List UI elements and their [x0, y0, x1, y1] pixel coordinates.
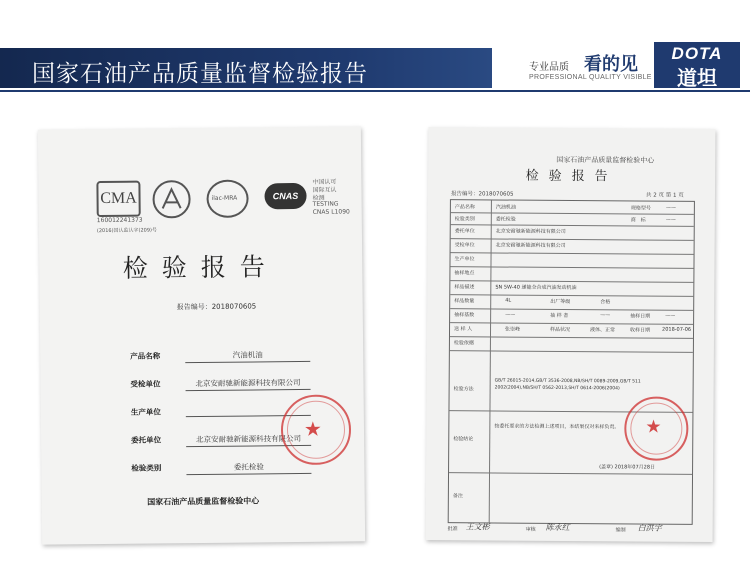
- cnas-cn-text-2: 国际互认: [312, 186, 337, 194]
- row-label-sender: 送 样 人: [454, 326, 473, 333]
- cover-issuer: 国家石油产品质量监督检验中心: [147, 496, 260, 507]
- ilac-mra-logo-icon: [206, 180, 248, 218]
- cnas-number: CNAS L1090: [312, 208, 350, 216]
- row-value-sender: 张崇峰: [505, 326, 521, 333]
- signature-review: 陈永红: [545, 522, 570, 532]
- signature-label-test: 编制: [615, 527, 626, 534]
- cnas-cn-text-3: 检测: [312, 194, 325, 202]
- ilac-logo-text: ilac-MRA: [211, 194, 238, 202]
- field-label-client: 委托单位: [131, 435, 162, 445]
- slogan-small: 专业品质: [529, 62, 569, 73]
- row-label-basis: 检验依据: [453, 340, 474, 347]
- cma-logo-icon: CMA: [96, 181, 140, 217]
- certification-logos: [96, 176, 356, 225]
- field-label-producer: 生产单位: [130, 407, 161, 417]
- cma-number: 160012241373: [96, 216, 143, 225]
- slogan-big: 看的见: [584, 54, 638, 75]
- cma-caption: (2016)国认监认字(209)号: [96, 227, 158, 235]
- field-label-type: 检验类别: [131, 463, 162, 473]
- row-value-product: 汽油机油: [495, 204, 516, 211]
- table-row-divider: [450, 294, 693, 297]
- stamp-star-icon: ★: [645, 416, 662, 438]
- row-issue-date: (盖章) 2018年07月28日: [599, 464, 656, 471]
- row-value-conclusion: 按委托要求的方法检测上述项目，本结果仅对来样负责。: [494, 423, 620, 431]
- signature-test: 白洪宇: [637, 523, 662, 533]
- field-value-client: 北京安耐驰新能源科技有限公司: [186, 433, 311, 447]
- row-label-method: 检验方法: [453, 386, 474, 393]
- report-title: 检验报告: [525, 168, 618, 185]
- row-label-mark: 商 标: [630, 217, 646, 224]
- table-row-divider: [450, 322, 693, 325]
- row-value-inspected: 北京安耐驰新能源科技有限公司: [495, 242, 566, 249]
- seal-symbol-icon: [154, 182, 188, 216]
- brand-logo: [654, 42, 740, 88]
- field-label-inspected: 受检单位: [130, 379, 161, 389]
- row-value-type: 委托检验: [495, 216, 516, 223]
- row-value-grade: 合格: [600, 299, 611, 306]
- stamp-star-icon: ★: [303, 416, 323, 441]
- table-row-divider: [450, 266, 693, 269]
- report-detail-page: [426, 127, 716, 542]
- table-row-divider: [450, 350, 693, 353]
- field-label-product: 产品名称: [130, 351, 161, 361]
- report-page-indicator: 共 2 页 第 1 页: [645, 192, 684, 199]
- accreditation-seal-icon: [152, 180, 190, 218]
- cover-report-number: 报告编号：2018070605: [176, 302, 257, 312]
- cnas-logo-icon: CNAS: [264, 183, 306, 209]
- page-title: 国家石油产品质量监督检验报告: [32, 61, 368, 87]
- cnas-testing-text: TESTING: [312, 200, 339, 208]
- table-row-divider: [450, 336, 693, 339]
- row-value-method-1: GB/T 26015-2014,GB/T 3536-2008,NB/SH/T 0089-2009,GB/T 511: [494, 378, 641, 385]
- table-row-divider: [451, 212, 694, 215]
- report-number: 报告编号：2018070605: [450, 191, 514, 198]
- row-value-mark: ——: [665, 216, 676, 223]
- row-label-sampler: 抽 样 者: [550, 312, 569, 319]
- table-row-divider: [451, 252, 694, 255]
- row-label-sample-place: 抽样地点: [454, 270, 475, 277]
- brand-name-en: DOTA: [671, 44, 723, 63]
- row-label-batch: 抽样基数: [454, 312, 475, 319]
- table-row-divider: [451, 224, 694, 227]
- brand-name-cn: 道坦: [677, 66, 717, 90]
- table-row-divider: [451, 238, 694, 241]
- header-banner: [0, 40, 750, 92]
- row-label-inspected: 受检单位: [454, 242, 475, 249]
- report-center-name: 国家石油产品质量监督检验中心: [556, 155, 655, 165]
- report-cover-page: [38, 126, 365, 544]
- row-label-type: 检验类别: [454, 216, 475, 223]
- row-value-client: 北京安耐驰新能源科技有限公司: [495, 228, 566, 235]
- row-label-grade: 出厂等级: [550, 298, 571, 305]
- row-value-sample-desc: SN 5W-40 递能全合成汽油发动机油: [495, 284, 577, 292]
- cover-title: 检验报告: [122, 252, 279, 283]
- row-value-sample-date: ——: [665, 312, 676, 319]
- row-label-producer: 生产单位: [454, 256, 475, 263]
- row-value-qty: 4L: [505, 297, 512, 304]
- row-label-sample-desc: 样品描述: [454, 284, 475, 291]
- row-label-remark: 备注: [452, 493, 463, 500]
- table-row-divider: [450, 308, 693, 311]
- field-value-inspected: 北京安耐驰新能源科技有限公司: [185, 377, 310, 391]
- row-value-spec: ——: [665, 204, 676, 211]
- signature-label-review: 审核: [525, 526, 536, 533]
- row-label-conclusion: 检验结论: [453, 436, 474, 443]
- report-table: [448, 199, 695, 525]
- slogan-english: PROFESSIONAL QUALITY VISIBLE: [529, 74, 652, 81]
- table-row-divider: [450, 280, 693, 283]
- signature-approve: 王文彬: [465, 522, 490, 532]
- row-label-client: 委托单位: [454, 228, 475, 235]
- row-label-sample-date: 抽样日期: [630, 313, 651, 320]
- signature-label-approve: 批准: [447, 526, 458, 533]
- row-label-qty: 样品数量: [454, 298, 475, 305]
- row-value-receive: 2018-07-06: [662, 326, 692, 333]
- field-value-product: 汽油机油: [185, 349, 310, 363]
- label-column-line: [489, 200, 492, 522]
- row-label-spec: 规格型号: [630, 205, 651, 212]
- table-row-divider: [449, 472, 692, 475]
- cnas-cn-text: 中国认可: [312, 178, 337, 186]
- row-value-sampler: ——: [600, 312, 611, 319]
- row-label-state: 样品状况: [550, 326, 571, 333]
- header-divider: [0, 90, 750, 92]
- row-label-product: 产品名称: [454, 204, 475, 211]
- field-value-type: 委托检验: [186, 461, 311, 475]
- row-value-method-2: 2002(2004),NB/SH/T 0562-2013,SH/T 0614-2006(2004): [494, 385, 620, 392]
- row-label-receive: 收样日期: [630, 327, 651, 334]
- row-value-batch: ——: [505, 311, 516, 318]
- row-value-state: 液体、正常: [590, 327, 616, 334]
